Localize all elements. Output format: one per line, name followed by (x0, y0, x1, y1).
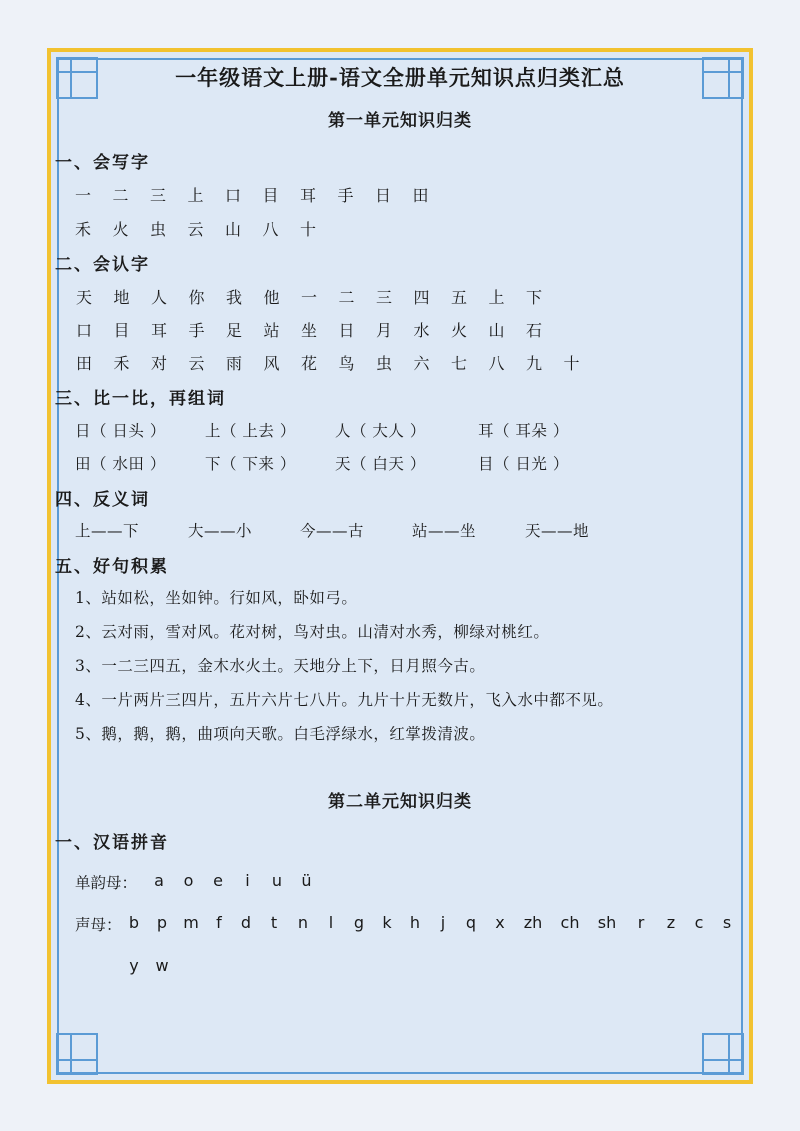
sentence-line: 5、鹅，鹅，鹅，曲项向天歌。白毛浮绿水，红掌拨清波。 (75, 725, 486, 743)
char-item: 坐 (300, 321, 318, 340)
char-item: 他 (263, 288, 280, 307)
vowel-item: o (183, 871, 194, 890)
char-item: 上 (488, 288, 505, 307)
char-item: 口 (224, 186, 242, 205)
char-item: 月 (375, 321, 393, 340)
char-item: 对 (150, 354, 168, 373)
char-item: 水 (413, 321, 430, 340)
char-item: 耳 (150, 321, 168, 340)
initial-item: c (694, 913, 704, 932)
char-item: 人 (150, 288, 168, 307)
sentence-line: 1、站如松，坐如钟。行如风，卧如弓。 (75, 589, 358, 607)
initial-item: f (216, 913, 222, 932)
char-item: 田 (412, 186, 429, 205)
char-item: 你 (188, 288, 205, 307)
char-item: 下 (525, 288, 543, 307)
vowel-item: u (271, 871, 283, 890)
initial-item: r (637, 913, 645, 932)
char-item: 雨 (225, 354, 243, 373)
unit1-title: 第一单元知识归类 (328, 111, 472, 131)
word-pair-item: 人（ 大人 ） (335, 422, 426, 440)
initial-label: 声母： (75, 916, 122, 934)
word-pair-item: 耳（ 耳朵 ） (478, 422, 569, 440)
char-item: 山 (488, 321, 505, 340)
char-item: 十 (563, 354, 580, 373)
sentence-line: 4、一片两片三四片，五片六片七八片。九片十片无数片，飞入水中都不见。 (75, 691, 614, 709)
initial-item: zh (523, 913, 543, 932)
vowel-item: ü (301, 871, 312, 890)
sentence-line: 2、云对雨，雪对风。花对树，鸟对虫。山清对水秀，柳绿对桃红。 (75, 623, 550, 641)
initial-item: s (722, 913, 732, 932)
char-item: 风 (263, 354, 280, 373)
antonym-pair: 上——下 (75, 522, 140, 540)
char-item: 日 (338, 321, 355, 340)
antonym-pair: 站——坐 (412, 522, 477, 540)
char-item: 花 (300, 354, 318, 373)
vowel-label: 单韵母： (75, 874, 138, 892)
char-item: 云 (187, 220, 204, 239)
char-item: 口 (75, 321, 93, 340)
char-item: 上 (187, 186, 204, 205)
char-item: 手 (337, 186, 354, 205)
char-item: 三 (149, 186, 167, 205)
initial-item: p (156, 913, 168, 932)
char-item: 一 (300, 288, 318, 307)
vowel-item: e (213, 871, 223, 890)
char-item: 八 (262, 220, 279, 239)
char-item: 目 (262, 186, 279, 205)
char-item: 手 (188, 321, 205, 340)
unit2-title: 第二单元知识归类 (328, 792, 472, 812)
initial-item: h (409, 913, 421, 932)
initial-item: b (128, 913, 140, 932)
document-title: 一年级语文上册-语文全册单元知识点归类汇总 (175, 65, 625, 90)
unit1-sec4-heading: 四、反义词 (55, 490, 150, 510)
char-item: 足 (225, 321, 243, 340)
sentence-line: 3、一二三四五，金木水火土。天地分上下，日月照今古。 (75, 657, 486, 675)
initial-item: l (328, 913, 334, 932)
char-item: 天 (75, 288, 93, 307)
char-item: 二 (338, 288, 355, 307)
initial-item: w (155, 956, 169, 975)
antonym-pair: 今——古 (300, 522, 365, 540)
char-item: 二 (112, 186, 129, 205)
char-item: 五 (450, 288, 468, 307)
unit1-sec2-heading: 二、会认字 (55, 255, 150, 275)
initial-item: x (495, 913, 505, 932)
char-item: 云 (188, 354, 205, 373)
unit1-sec1-heading: 一、会写字 (55, 153, 150, 173)
char-item: 禾 (74, 220, 92, 239)
char-item: 目 (113, 321, 130, 340)
char-item: 虫 (375, 354, 393, 373)
initial-item: sh (597, 913, 617, 932)
antonym-pair: 天——地 (525, 522, 590, 540)
unit1-sec5-heading: 五、好句积累 (55, 557, 169, 577)
initial-item: k (382, 913, 392, 932)
char-item: 四 (413, 288, 430, 307)
initial-item: m (183, 913, 199, 932)
char-item: 山 (224, 220, 242, 239)
char-item: 鸟 (338, 354, 355, 373)
initial-item: y (129, 956, 139, 975)
word-pair-item: 下（ 下来 ） (205, 455, 296, 473)
unit1-sec3-heading: 三、比一比，再组词 (55, 389, 226, 409)
char-item: 六 (413, 354, 430, 373)
char-item: 地 (113, 288, 130, 307)
initial-item: q (465, 913, 477, 932)
char-item: 火 (112, 220, 129, 239)
initial-item: ch (560, 913, 580, 932)
char-item: 虫 (149, 220, 167, 239)
initial-item: z (666, 913, 676, 932)
antonym-pair: 大——小 (188, 522, 253, 540)
char-item: 田 (75, 354, 93, 373)
char-item: 禾 (113, 354, 130, 373)
char-item: 耳 (299, 186, 317, 205)
char-item: 七 (450, 354, 468, 373)
initial-item: d (240, 913, 252, 932)
word-pair-item: 田（ 水田 ） (75, 455, 166, 473)
vowel-item: a (154, 871, 164, 890)
unit2-sec1-heading: 一、汉语拼音 (55, 833, 169, 853)
char-item: 我 (225, 288, 243, 307)
char-item: 十 (299, 220, 317, 239)
char-item: 八 (488, 354, 505, 373)
word-pair-item: 上（ 上去 ） (205, 422, 296, 440)
initial-item: n (297, 913, 309, 932)
char-item: 三 (375, 288, 393, 307)
char-item: 一 (74, 186, 92, 205)
char-item: 九 (525, 354, 543, 373)
word-pair-item: 目（ 日光 ） (478, 455, 569, 473)
initial-item: g (353, 913, 365, 932)
word-pair-item: 日（ 日头 ） (75, 422, 166, 440)
char-item: 火 (450, 321, 468, 340)
word-pair-item: 天（ 白天 ） (335, 455, 426, 473)
vowel-item: i (245, 871, 250, 890)
char-item: 站 (263, 321, 280, 340)
initial-item: t (270, 913, 278, 932)
char-item: 日 (374, 186, 392, 205)
initial-item: j (440, 913, 446, 932)
char-item: 石 (525, 321, 543, 340)
